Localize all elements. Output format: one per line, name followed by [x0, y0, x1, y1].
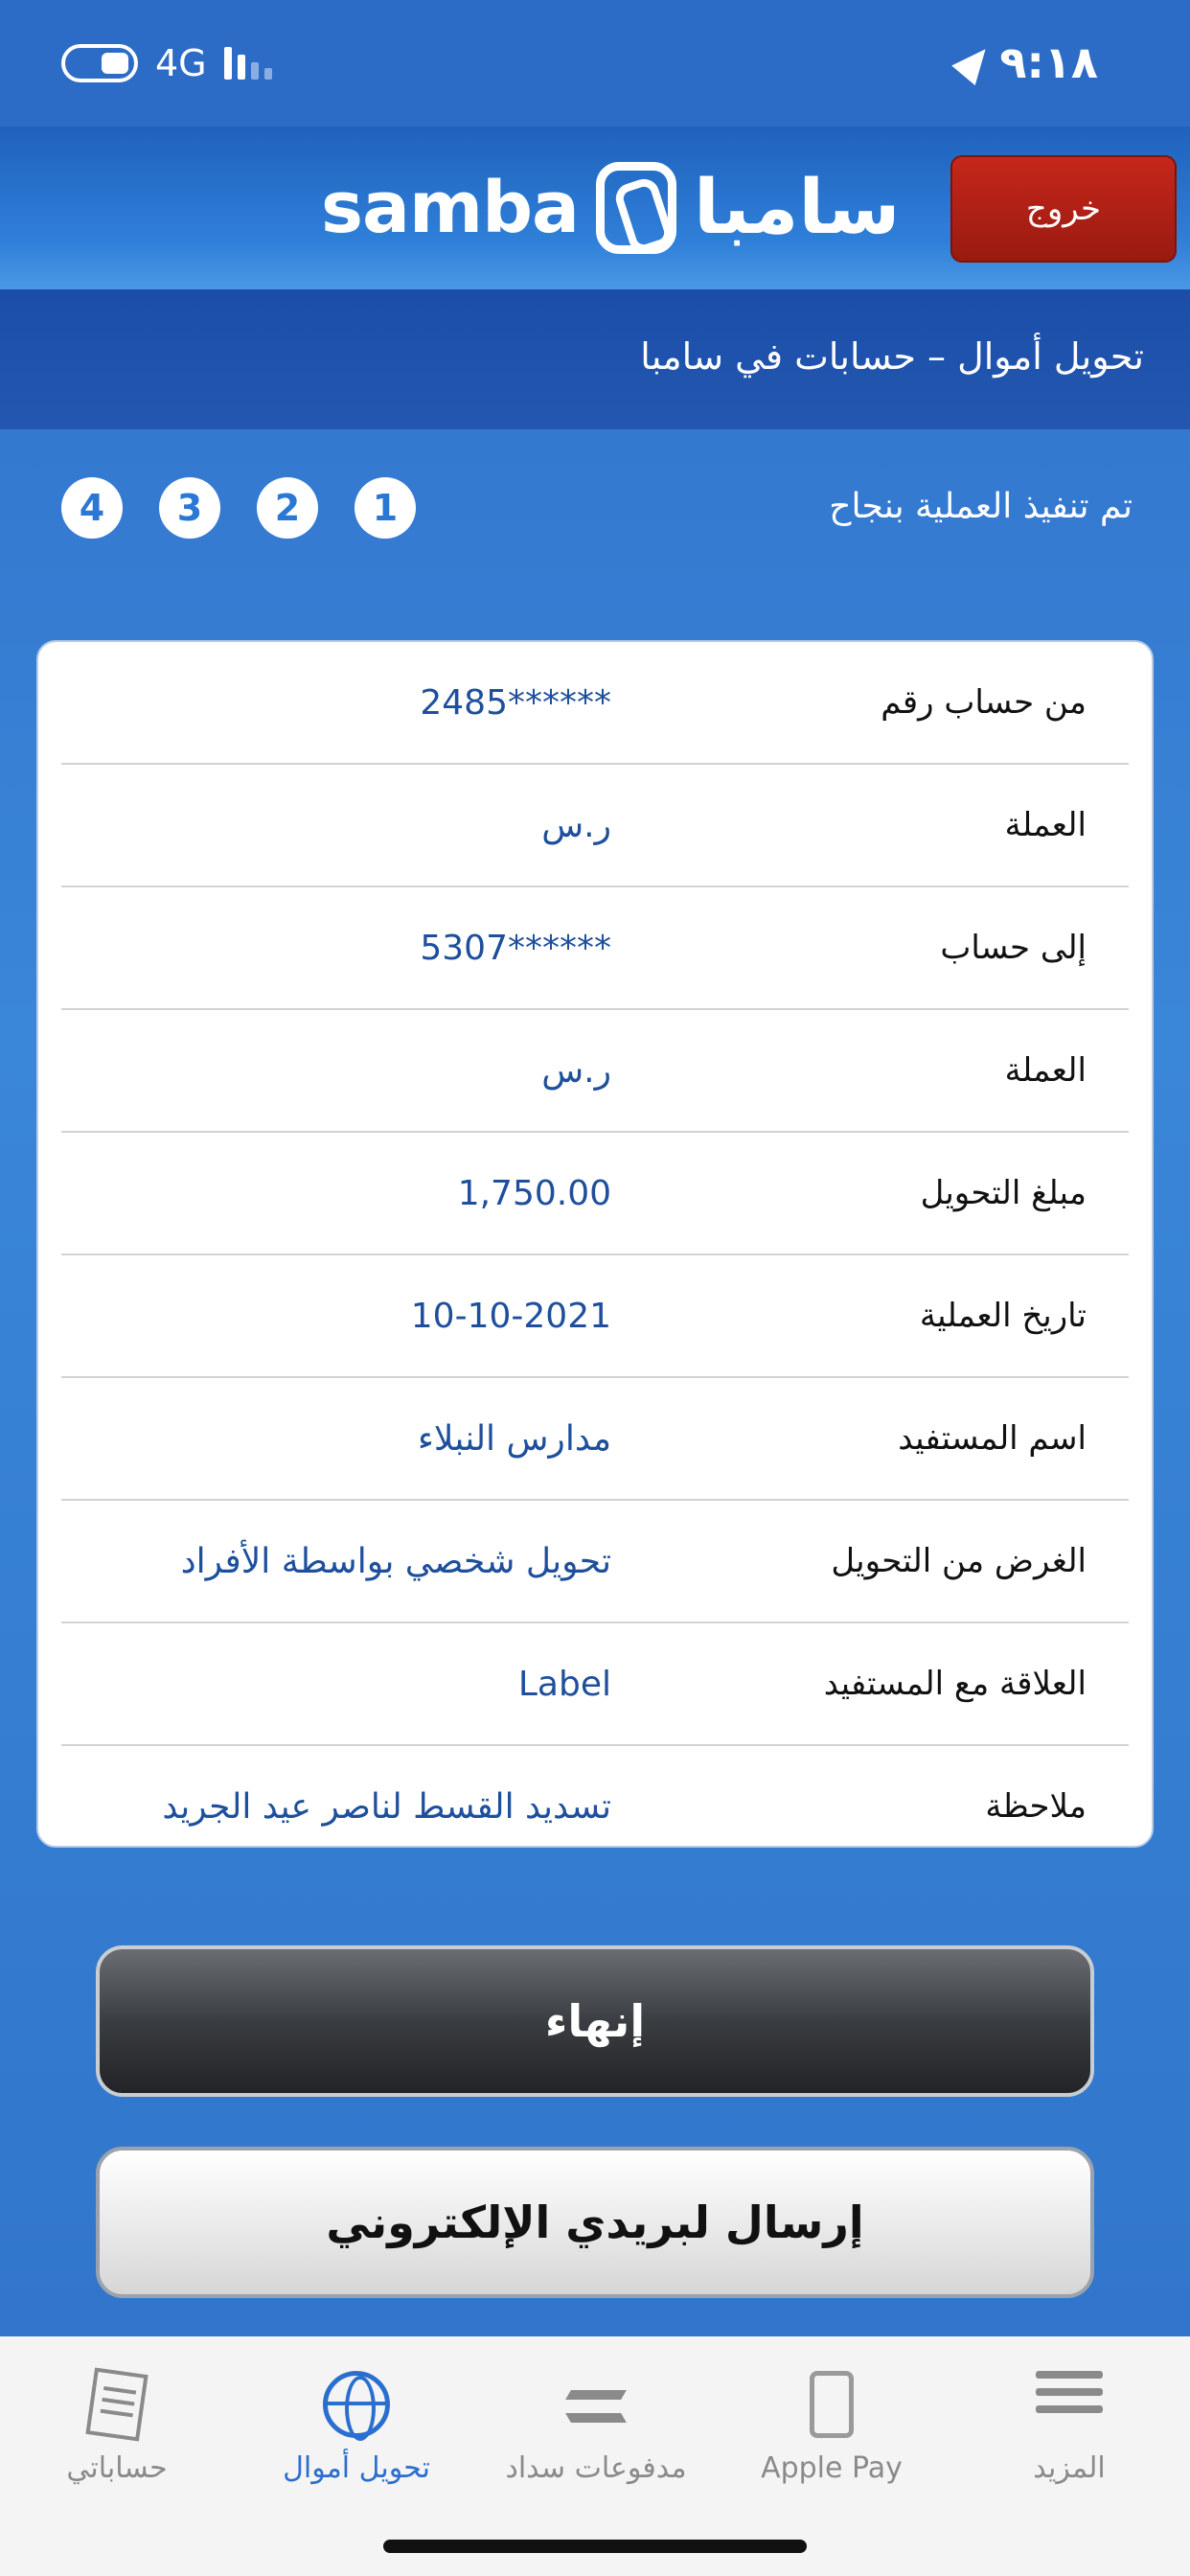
- detail-row-note: [61, 1746, 1129, 1848]
- detail-row-purpose: [61, 1501, 1129, 1623]
- detail-label: العلاقة مع المستفيد: [823, 1665, 1087, 1703]
- notes-icon: [85, 2367, 148, 2441]
- detail-label: الغرض من التحويل: [831, 1542, 1087, 1580]
- success-message: تم تنفيذ العملية بنجاح: [829, 487, 1133, 526]
- detail-row-currency: [61, 765, 1129, 887]
- network-label: 4G: [155, 42, 207, 84]
- logo-text-en: samba: [321, 167, 579, 249]
- detail-row-relationship: [61, 1623, 1129, 1746]
- detail-label: إلى حساب: [940, 929, 1087, 967]
- app-header: [0, 126, 1190, 289]
- detail-value: مدارس النبلاء: [417, 1418, 611, 1459]
- detail-row-amount: [61, 1133, 1129, 1255]
- tab-label: Apple Pay: [761, 2451, 903, 2485]
- tab-money-transfer[interactable]: [241, 2356, 471, 2499]
- tab-label: تحويل أموال: [283, 2451, 430, 2485]
- detail-row-date: [61, 1255, 1129, 1378]
- signal-icon: [224, 47, 272, 80]
- tab-sadad-payments[interactable]: [481, 2356, 711, 2499]
- detail-label: العملة: [1004, 1051, 1087, 1090]
- detail-value: 1,750.00: [457, 1173, 611, 1213]
- detail-label: من حساب رقم: [881, 683, 1087, 722]
- clock: ٩:١٨: [999, 36, 1098, 88]
- tab-label: حساباتي: [66, 2451, 168, 2485]
- page-title-bar: [0, 289, 1190, 429]
- step-4: 4: [61, 477, 123, 539]
- logout-button[interactable]: خروج: [950, 155, 1177, 263]
- tab-my-accounts[interactable]: [2, 2356, 232, 2499]
- location-arrow-icon: [952, 39, 998, 85]
- detail-value: ر.س: [541, 1050, 611, 1091]
- tab-apple-pay[interactable]: [717, 2356, 947, 2499]
- detail-row-currency: [61, 1010, 1129, 1133]
- globe-transfer-icon: [323, 2371, 390, 2438]
- step-3: 3: [159, 477, 220, 539]
- samba-logo: [321, 155, 900, 261]
- detail-value: ر.س: [541, 805, 611, 845]
- finish-button[interactable]: إنهاء: [96, 1945, 1094, 2097]
- step-1: 1: [355, 477, 416, 539]
- phone-icon: [810, 2371, 854, 2438]
- detail-label: ملاحظة: [985, 1787, 1087, 1826]
- detail-value: تحويل شخصي بواسطة الأفراد: [180, 1541, 611, 1581]
- toggle-icon: [61, 44, 138, 82]
- detail-value: 10-10-2021: [410, 1296, 611, 1336]
- page-title: تحويل أموال – حسابات في سامبا: [640, 335, 1144, 378]
- detail-label: تاريخ العملية: [919, 1297, 1087, 1335]
- step-2: 2: [257, 477, 318, 539]
- detail-row-beneficiary: [61, 1378, 1129, 1501]
- detail-value: ******2485: [420, 682, 611, 723]
- detail-value: ******5307: [420, 928, 611, 968]
- detail-value: Label: [517, 1664, 611, 1704]
- detail-label: اسم المستفيد: [898, 1419, 1087, 1458]
- tab-label: المزيد: [1033, 2451, 1106, 2485]
- detail-row-from-account: [61, 642, 1129, 765]
- send-email-button[interactable]: إرسال لبريدي الإلكتروني: [96, 2147, 1094, 2298]
- samba-mark-icon: [596, 162, 676, 254]
- more-icon: [1036, 2371, 1103, 2438]
- detail-row-to-account: [61, 887, 1129, 1010]
- transfer-details-card: [36, 640, 1154, 1848]
- home-indicator: [383, 2540, 807, 2553]
- tab-more[interactable]: [954, 2356, 1184, 2499]
- logo-text-ar: سامبا: [694, 165, 901, 251]
- step-indicator: [61, 477, 416, 539]
- tab-label: مدفوعات سداد: [505, 2451, 687, 2485]
- status-bar: [0, 0, 1190, 126]
- detail-label: مبلغ التحويل: [920, 1174, 1087, 1212]
- detail-label: العملة: [1004, 806, 1087, 844]
- detail-value: تسديد القسط لناصر عيد الجريد: [162, 1786, 611, 1827]
- swap-icon: [562, 2371, 629, 2438]
